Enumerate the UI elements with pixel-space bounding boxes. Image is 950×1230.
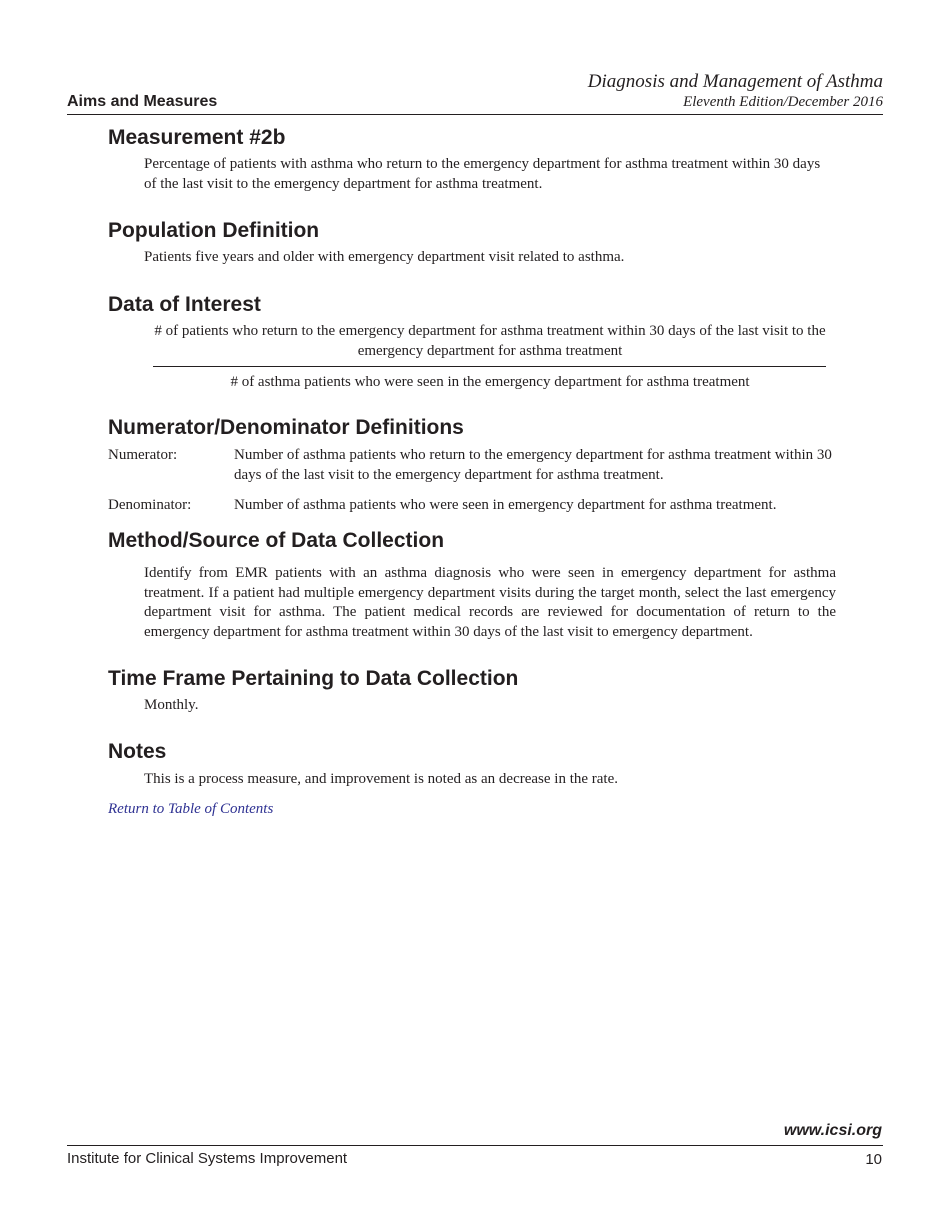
document-title: Diagnosis and Management of Asthma [587, 71, 883, 92]
population-heading: Population Definition [108, 219, 320, 242]
section-title: Aims and Measures [67, 93, 218, 110]
numerator-label: Numerator: [108, 447, 178, 463]
document-header [588, 70, 883, 112]
document-edition: Eleventh Edition/December 2016 [683, 94, 883, 110]
measurement-heading: Measurement #2b [108, 126, 286, 149]
fraction-numerator: # of patients who return to the emergency department for asthma treatment within 30 days of the last visit to the emergency department for asthma treatment [154, 323, 826, 359]
time-frame-text: Monthly. [144, 697, 199, 713]
data-of-interest-heading: Data of Interest [108, 293, 261, 316]
return-to-toc-link[interactable]: Return to Table of Contents [108, 801, 274, 817]
method-heading: Method/Source of Data Collection [108, 529, 445, 552]
measurement-text: Percentage of patients with asthma who return to the emergency department for asthma treatment within 30 days of the last visit to the emergency department for asthma treatment. [144, 156, 821, 192]
page-number: 10 [865, 1151, 882, 1168]
population-text: Patients five years and older with emergency department visit related to asthma. [144, 249, 625, 265]
denominator-definition: Number of asthma patients who were seen in emergency department for asthma treatment. [234, 497, 777, 513]
fraction-bar [153, 366, 826, 367]
footer-organization: Institute for Clinical Systems Improvement [67, 1150, 348, 1167]
method-text: Identify from EMR patients with an asthma diagnosis who were seen in emergency department for asthma treatment. If a patient had multiple emergency department visits during the target month, select the last emergency department visit for asthma. The patient medical records are reviewed for documentation of return to the emergency department for asthma treatment within 30 days of the last visit to emergency department. [144, 565, 836, 640]
time-frame-heading: Time Frame Pertaining to Data Collection [108, 667, 519, 690]
definitions-heading: Numerator/Denominator Definitions [108, 416, 464, 439]
fraction-denominator: # of asthma patients who were seen in the emergency department for asthma treatment [230, 374, 750, 390]
notes-heading: Notes [108, 740, 167, 763]
denominator-label: Denominator: [108, 497, 192, 513]
footer-url: www.icsi.org [783, 1122, 882, 1139]
numerator-definition: Number of asthma patients who return to the emergency department for asthma treatment within 30 days of the last visit to the emergency department for asthma treatment. [234, 447, 832, 483]
header-divider [67, 114, 883, 115]
notes-text: This is a process measure, and improvement is noted as an decrease in the rate. [144, 771, 619, 787]
footer-divider [67, 1145, 883, 1146]
